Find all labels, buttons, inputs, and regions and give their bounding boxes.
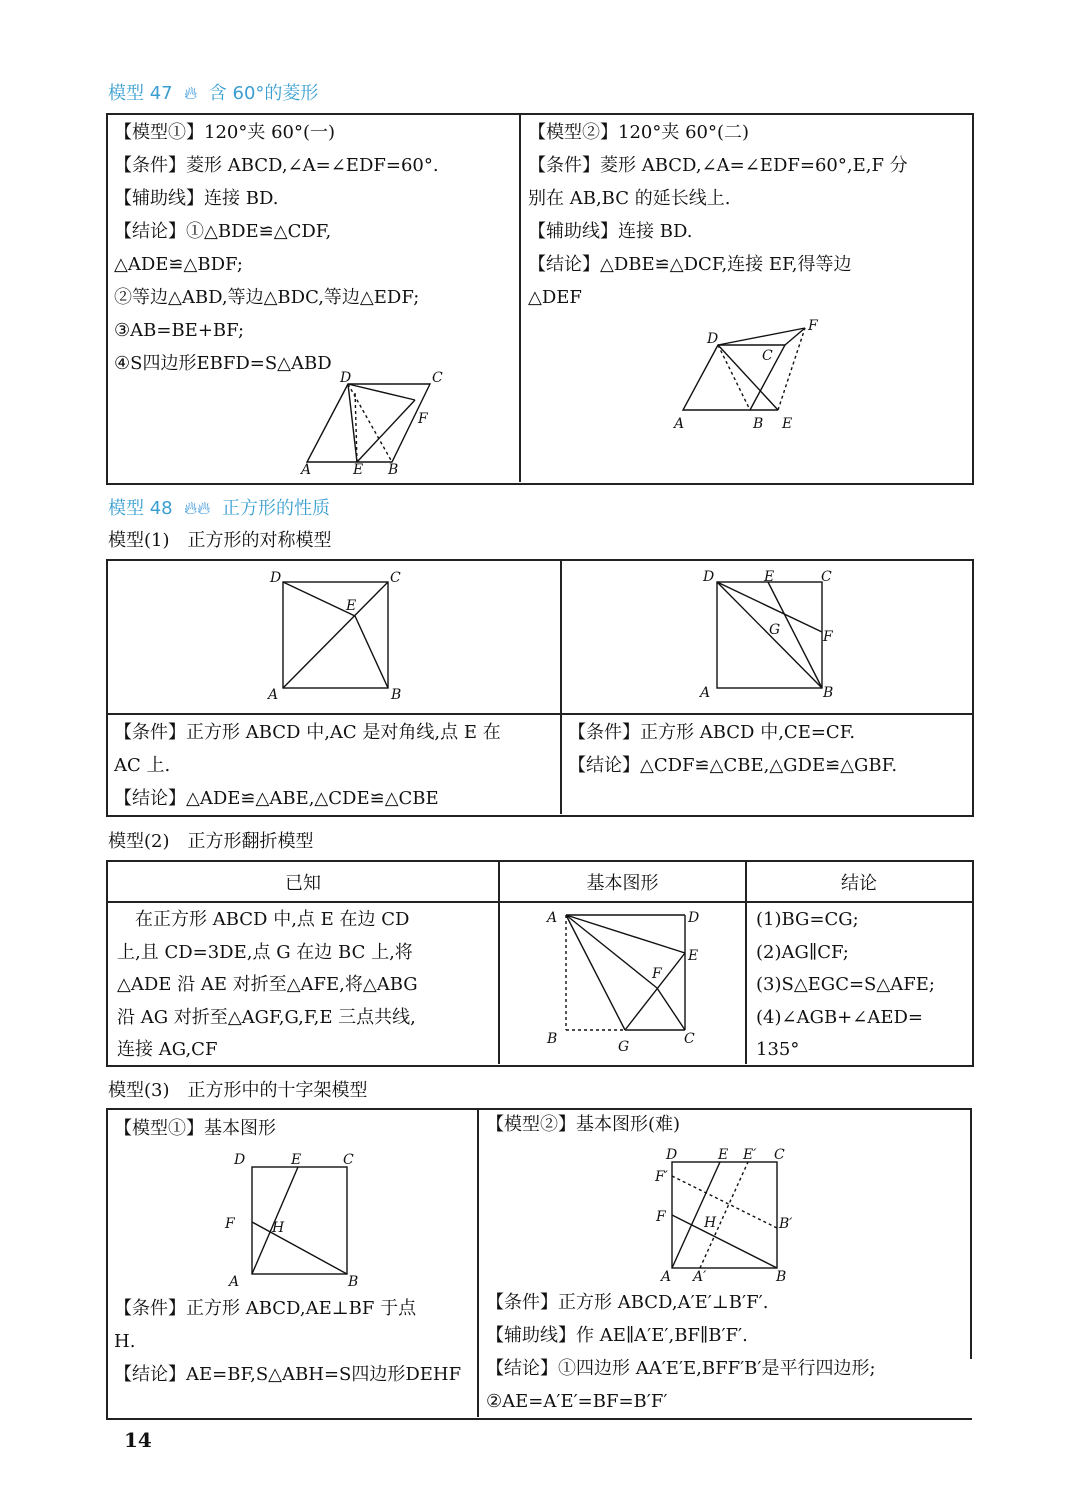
point-label: A (547, 910, 558, 926)
text-line: 【条件】菱形 ABCD,∠A=∠EDF=60°. (114, 155, 439, 176)
text-line: 上,且 CD=3DE,点 G 在边 BC 上,将 (117, 941, 413, 963)
point-label: C (343, 1152, 354, 1168)
square-cross-figure-2 (654, 1147, 793, 1285)
point-label: G (618, 1039, 630, 1055)
text-line: 【辅助线】连接 BD. (114, 188, 279, 209)
text-line: ②AE=A′E′=BF=B′F′ (486, 1391, 668, 1412)
point-label: D (688, 910, 700, 926)
point-label: F (225, 1216, 235, 1232)
flame-icon: 🔥︎ (178, 83, 204, 104)
point-label: B (388, 462, 399, 478)
subheading: 模型(2) 正方形翻折模型 (108, 831, 314, 852)
text-line: 别在 AB,BC 的延长线上. (528, 188, 731, 209)
point-label: C (390, 570, 401, 586)
point-label: E (688, 948, 699, 964)
text-line: △DEF (528, 287, 582, 308)
point-label: A (268, 687, 279, 703)
point-label: E (291, 1152, 302, 1168)
text-line: (3)S△EGC=S△AFE; (756, 974, 935, 995)
model-number: 模型 48 (108, 498, 173, 519)
text-line: 【条件】菱形 ABCD,∠A=∠EDF=60°,E,F 分 (528, 155, 908, 176)
square-folding-figure (545, 910, 699, 1055)
text-line: 【结论】△DBE≌△DCF,连接 EF,得等边 (528, 254, 852, 275)
point-label: F (418, 411, 428, 427)
subheading: 模型(3) 正方形中的十字架模型 (108, 1080, 368, 1101)
point-label: C (432, 370, 443, 386)
point-label: D (340, 370, 352, 386)
text-line: 【辅助线】连接 BD. (528, 221, 693, 242)
point-label: E (353, 462, 364, 478)
text-line: △ADE 沿 AE 对折至△AFE,将△ABG (117, 974, 418, 995)
point-label: B (348, 1274, 359, 1290)
point-label: E (718, 1147, 729, 1163)
point-label: C (774, 1147, 785, 1163)
rhombus-figure-1 (299, 370, 443, 478)
section-title: 含 60°的菱形 (208, 83, 319, 104)
text-line: ③AB=BE+BF; (114, 320, 245, 341)
point-label: G (769, 622, 781, 638)
cross-right-title: 【模型②】基本图形(难) (486, 1114, 681, 1135)
point-label: A (301, 462, 312, 478)
point-label: D (703, 569, 715, 585)
point-label: F (808, 318, 818, 334)
text-line: 沿 AG 对折至△AGF,G,F,E 三点共线, (117, 1006, 416, 1028)
point-label: E′ (743, 1147, 757, 1163)
text-line: (4)∠AGB+∠AED= (756, 1006, 924, 1028)
point-label: F (652, 966, 662, 982)
text-line: △ADE≌△BDF; (114, 254, 243, 275)
point-label: B (391, 687, 402, 703)
text-line: 【条件】正方形 ABCD,A′E′⊥B′F′. (486, 1292, 769, 1313)
point-label: B (547, 1031, 558, 1047)
subheading: 模型(1) 正方形的对称模型 (108, 530, 332, 551)
text-line: (1)BG=CG; (756, 909, 859, 930)
text-line: H. (114, 1331, 136, 1352)
square-figure-2 (698, 569, 834, 701)
text-line: 【结论】①△BDE≌△CDF, (114, 221, 332, 242)
point-label: F′ (655, 1169, 668, 1185)
text-line: 在正方形 ABCD 中,点 E 在边 CD (117, 909, 410, 930)
point-label: B (823, 685, 834, 701)
point-label: H (272, 1220, 285, 1236)
column-header: 基本图形 (586, 873, 659, 894)
point-label: A (661, 1269, 672, 1285)
point-label: E (764, 569, 775, 585)
point-label: B (776, 1269, 787, 1285)
point-label: F (656, 1209, 666, 1225)
point-label: B′ (779, 1216, 793, 1232)
cross-left-title: 【模型①】基本图形 (114, 1118, 276, 1139)
text-line: 【模型②】120°夹 60°(二) (528, 122, 750, 143)
text-line: 【条件】正方形 ABCD,AE⊥BF 于点 (114, 1298, 417, 1319)
point-label: F (823, 629, 833, 645)
point-label: B (753, 416, 764, 432)
point-label: A′ (693, 1269, 707, 1285)
point-label: D (666, 1147, 678, 1163)
text-line: 【结论】△ADE≌△ABE,△CDE≌△CBE (114, 788, 439, 809)
point-label: E (346, 598, 357, 614)
text-line: 连接 AG,CF (117, 1039, 218, 1060)
text-line: 【结论】△CDF≌△CBE,△GDE≌△GBF. (568, 755, 898, 776)
point-label: E (782, 416, 793, 432)
square-cross-figure-1 (224, 1152, 358, 1290)
point-label: C (684, 1031, 695, 1047)
text-line: 135° (756, 1039, 800, 1060)
point-label: D (270, 570, 282, 586)
point-label: A (229, 1274, 240, 1290)
text-line: 【辅助线】作 AE∥A′E′,BF∥B′F′. (486, 1325, 748, 1346)
point-label: H (704, 1215, 717, 1231)
text-line: AC 上. (114, 755, 171, 776)
text-line: ④S四边形EBFD=S△ABD (114, 353, 332, 374)
rhombus-figure-2 (672, 318, 819, 432)
section-title: 正方形的性质 (221, 498, 330, 519)
column-header: 结论 (841, 873, 877, 894)
text-line: 【条件】正方形 ABCD 中,AC 是对角线,点 E 在 (114, 722, 501, 743)
text-line: (2)AG∥CF; (756, 941, 849, 963)
point-label: A (674, 416, 685, 432)
point-label: A (700, 685, 711, 701)
model-number: 模型 47 (108, 83, 173, 104)
text-line: 【结论】①四边形 AA′E′E,BFF′B′是平行四边形; (486, 1358, 876, 1379)
text-line: 【结论】AE=BF,S△ABH=S四边形DEHF (114, 1364, 462, 1385)
point-label: C (821, 569, 832, 585)
point-label: D (707, 331, 719, 347)
point-label: D (234, 1152, 246, 1168)
page-number: 14 (124, 1428, 152, 1452)
text-line: 【条件】正方形 ABCD 中,CE=CF. (568, 722, 856, 743)
text-line: 【模型①】120°夹 60°(一) (114, 122, 336, 143)
point-label: C (762, 348, 773, 364)
square-figure-1 (266, 570, 401, 703)
column-header: 已知 (285, 873, 321, 894)
flame-icon: 🔥︎🔥︎ (178, 498, 217, 519)
text-line: ②等边△ABD,等边△BDC,等边△EDF; (114, 287, 420, 308)
